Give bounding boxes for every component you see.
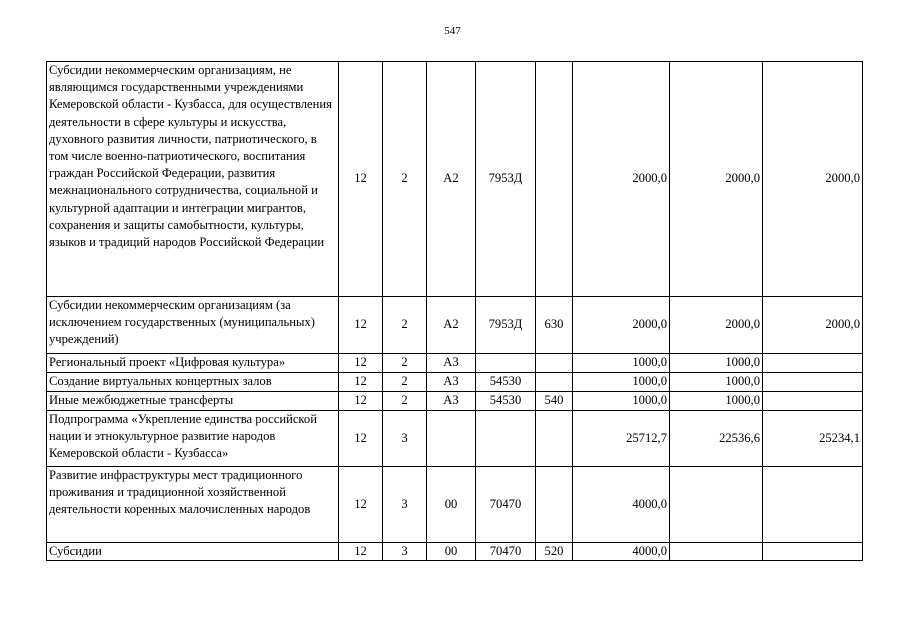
value-cell: 25712,7 bbox=[573, 411, 670, 467]
value-cell: 2000,0 bbox=[670, 297, 763, 354]
code-cell: 12 bbox=[339, 543, 383, 561]
row-name: Субсидии некоммерческим организациям (за исключением государственных (муниципальных) учреждений) bbox=[47, 297, 339, 354]
table-row bbox=[47, 543, 863, 561]
code-cell: 540 bbox=[536, 392, 573, 411]
value-cell bbox=[763, 392, 863, 411]
row-name: Региональный проект «Цифровая культура» bbox=[47, 354, 339, 373]
row-name: Субсидии некоммерческим организациям, не являющимся государственными учреждениями Кемеровской области - Кузбасса, для осуществления деятельности в сфере культуры и искусства, духовного развития личности, патриотического, в том числе военно-патриотического, воспитания граждан Российской Федерации, развития межнационального сотрудничества, социальной и культурной адаптации и интеграции мигрантов, сохранения и защиты самобытности, культуры, языков и традиций народов Российской Федерации bbox=[47, 62, 339, 297]
code-cell: А3 bbox=[427, 354, 476, 373]
row-name: Создание виртуальных концертных залов bbox=[47, 373, 339, 392]
code-cell: 12 bbox=[339, 297, 383, 354]
value-cell: 2000,0 bbox=[670, 62, 763, 297]
code-cell: 3 bbox=[383, 543, 427, 561]
page-number: 547 bbox=[444, 25, 461, 37]
row-name: Развитие инфраструктуры мест традиционного проживания и традиционной хозяйственной деятельности коренных малочисленных народов bbox=[47, 467, 339, 543]
value-cell bbox=[763, 467, 863, 543]
value-cell: 25234,1 bbox=[763, 411, 863, 467]
code-cell bbox=[476, 354, 536, 373]
code-cell: 630 bbox=[536, 297, 573, 354]
code-cell bbox=[536, 373, 573, 392]
value-cell: 1000,0 bbox=[670, 392, 763, 411]
code-cell: 2 bbox=[383, 62, 427, 297]
code-cell: 7953Д bbox=[476, 62, 536, 297]
code-cell: А3 bbox=[427, 392, 476, 411]
value-cell: 2000,0 bbox=[763, 297, 863, 354]
code-cell: 2 bbox=[383, 373, 427, 392]
value-cell: 4000,0 bbox=[573, 467, 670, 543]
value-cell bbox=[763, 543, 863, 561]
code-cell: 12 bbox=[339, 392, 383, 411]
code-cell: 12 bbox=[339, 411, 383, 467]
budget-table bbox=[46, 61, 863, 561]
code-cell: 00 bbox=[427, 543, 476, 561]
code-cell: 2 bbox=[383, 354, 427, 373]
row-name: Иные межбюджетные трансферты bbox=[47, 392, 339, 411]
code-cell bbox=[536, 354, 573, 373]
code-cell: 2 bbox=[383, 297, 427, 354]
code-cell: 70470 bbox=[476, 543, 536, 561]
code-cell: 54530 bbox=[476, 373, 536, 392]
value-cell bbox=[763, 354, 863, 373]
code-cell: 12 bbox=[339, 354, 383, 373]
code-cell: 12 bbox=[339, 62, 383, 297]
code-cell: 12 bbox=[339, 467, 383, 543]
code-cell bbox=[536, 411, 573, 467]
code-cell bbox=[427, 411, 476, 467]
code-cell: 3 bbox=[383, 411, 427, 467]
table-row bbox=[47, 297, 863, 354]
value-cell: 2000,0 bbox=[573, 62, 670, 297]
code-cell: 520 bbox=[536, 543, 573, 561]
code-cell: 12 bbox=[339, 373, 383, 392]
row-name: Субсидии bbox=[47, 543, 339, 561]
code-cell: 3 bbox=[383, 467, 427, 543]
value-cell: 1000,0 bbox=[670, 354, 763, 373]
table-row bbox=[47, 354, 863, 373]
code-cell bbox=[536, 467, 573, 543]
value-cell: 2000,0 bbox=[763, 62, 863, 297]
table-row bbox=[47, 411, 863, 467]
code-cell: 2 bbox=[383, 392, 427, 411]
table-row bbox=[47, 62, 863, 297]
table-row bbox=[47, 392, 863, 411]
code-cell: А3 bbox=[427, 373, 476, 392]
code-cell: А2 bbox=[427, 297, 476, 354]
code-cell: 00 bbox=[427, 467, 476, 543]
value-cell: 1000,0 bbox=[670, 373, 763, 392]
code-cell: А2 bbox=[427, 62, 476, 297]
value-cell: 22536,6 bbox=[670, 411, 763, 467]
table-row bbox=[47, 373, 863, 392]
value-cell: 1000,0 bbox=[573, 392, 670, 411]
code-cell bbox=[536, 62, 573, 297]
value-cell bbox=[670, 467, 763, 543]
code-cell: 7953Д bbox=[476, 297, 536, 354]
value-cell: 4000,0 bbox=[573, 543, 670, 561]
value-cell: 2000,0 bbox=[573, 297, 670, 354]
code-cell: 70470 bbox=[476, 467, 536, 543]
value-cell bbox=[763, 373, 863, 392]
row-name: Подпрограмма «Укрепление единства российской нации и этнокультурное развитие народов Кемеровской области - Кузбасса» bbox=[47, 411, 339, 467]
table-row bbox=[47, 467, 863, 543]
code-cell bbox=[476, 411, 536, 467]
value-cell: 1000,0 bbox=[573, 373, 670, 392]
code-cell: 54530 bbox=[476, 392, 536, 411]
value-cell bbox=[670, 543, 763, 561]
value-cell: 1000,0 bbox=[573, 354, 670, 373]
